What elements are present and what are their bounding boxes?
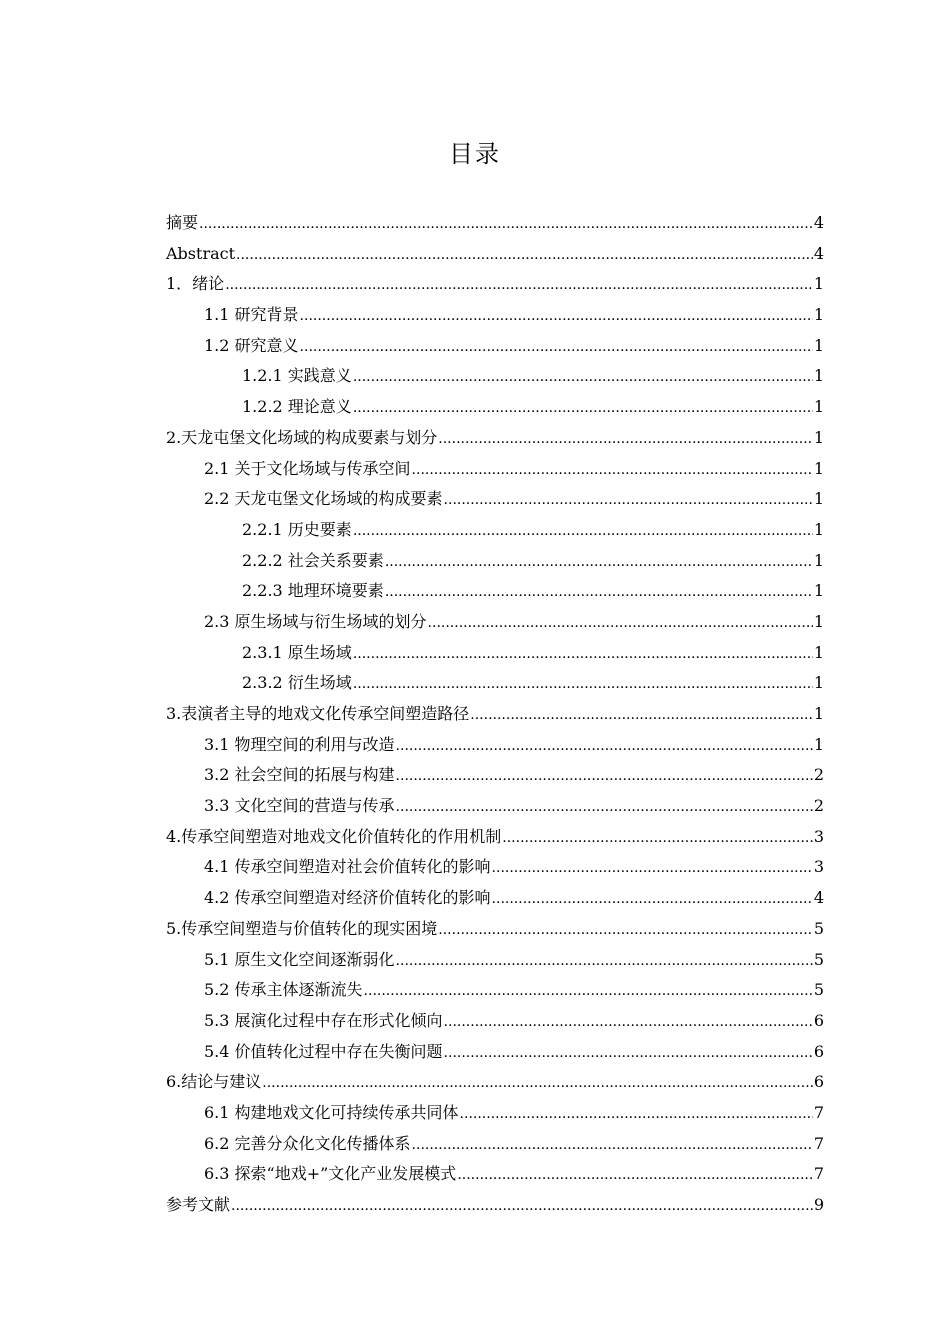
toc-dot-leader xyxy=(353,393,813,424)
toc-entry[interactable] xyxy=(166,760,824,791)
toc-entry[interactable] xyxy=(166,1037,824,1068)
toc-entry-page-number: 1 xyxy=(813,335,824,355)
toc-dot-leader xyxy=(438,915,813,946)
toc-entry-label: 1.2.2 理论意义 xyxy=(242,397,352,417)
toc-entry-page-number: 1 xyxy=(813,458,824,478)
table-of-contents xyxy=(166,208,824,1221)
toc-entry-label: 1.2.1 实践意义 xyxy=(242,366,352,386)
toc-entry-label: 3.表演者主导的地戏文化传承空间塑造路径 xyxy=(166,704,470,723)
toc-dot-leader xyxy=(396,792,813,823)
toc-entry[interactable] xyxy=(166,331,824,362)
toc-entry-page-number: 7 xyxy=(813,1133,824,1153)
toc-entry-page-number: 5 xyxy=(813,980,824,1000)
toc-entry-label: 2.3.2 衍生场域 xyxy=(242,673,352,693)
toc-dot-leader xyxy=(444,485,813,516)
toc-entry-page-number: 1 xyxy=(813,581,824,601)
toc-entry-label: 3.3 文化空间的营造与传承 xyxy=(204,796,395,816)
toc-entry-label: 5.3 展演化过程中存在形式化倾向 xyxy=(204,1010,443,1030)
toc-entry[interactable] xyxy=(166,208,824,239)
toc-entry[interactable] xyxy=(166,699,824,730)
toc-entry-page-number: 3 xyxy=(813,826,824,846)
toc-entry[interactable] xyxy=(166,239,824,270)
toc-dot-leader xyxy=(502,823,813,854)
toc-entry-page-number: 2 xyxy=(813,765,824,785)
toc-entry-label: 2.1 关于文化场域与传承空间 xyxy=(204,458,411,478)
toc-entry[interactable] xyxy=(166,454,824,485)
toc-dot-leader xyxy=(428,608,813,639)
toc-entry[interactable] xyxy=(166,975,824,1006)
toc-entry-page-number: 1 xyxy=(813,673,824,693)
toc-entry-page-number: 6 xyxy=(813,1041,824,1061)
toc-dot-leader xyxy=(385,577,813,608)
toc-dot-leader xyxy=(396,946,813,977)
toc-entry[interactable] xyxy=(166,791,824,822)
toc-entry[interactable] xyxy=(166,1006,824,1037)
toc-entry-page-number: 1 xyxy=(813,642,824,662)
toc-entry-label: Abstract xyxy=(166,243,236,263)
toc-entry-label: 5.4 价值转化过程中存在失衡问题 xyxy=(204,1041,443,1061)
toc-entry-page-number: 5 xyxy=(813,918,824,938)
toc-entry[interactable] xyxy=(166,668,824,699)
toc-entry-label: 2.2.3 地理环境要素 xyxy=(242,581,384,601)
toc-entry[interactable] xyxy=(166,423,824,454)
toc-dot-leader xyxy=(353,362,813,393)
toc-dot-leader xyxy=(353,516,813,547)
toc-entry[interactable] xyxy=(166,883,824,914)
toc-entry-label: 2.2 天龙屯堡文化场域的构成要素 xyxy=(204,489,443,509)
toc-entry-page-number: 1 xyxy=(813,611,824,631)
toc-entry-page-number: 7 xyxy=(813,1164,824,1184)
toc-entry[interactable] xyxy=(166,822,824,853)
toc-entry-page-number: 3 xyxy=(813,857,824,877)
page-title: 目录 xyxy=(449,140,501,168)
toc-entry-label: 6.2 完善分众化文化传播体系 xyxy=(204,1133,411,1153)
toc-entry-page-number: 1 xyxy=(813,274,824,294)
toc-entry-label: 5.1 原生文化空间逐渐弱化 xyxy=(204,949,395,969)
toc-dot-leader xyxy=(199,209,813,240)
toc-entry-page-number: 4 xyxy=(813,888,824,908)
toc-dot-leader xyxy=(396,731,813,762)
toc-entry-page-number: 1 xyxy=(813,305,824,325)
toc-entry[interactable] xyxy=(166,914,824,945)
toc-entry-label: 参考文献 xyxy=(166,1195,231,1214)
toc-entry-page-number: 1 xyxy=(813,550,824,570)
toc-entry-page-number: 1 xyxy=(813,519,824,539)
toc-entry[interactable] xyxy=(166,361,824,392)
toc-entry-page-number: 2 xyxy=(813,796,824,816)
toc-entry[interactable] xyxy=(166,638,824,669)
toc-dot-leader xyxy=(236,240,813,271)
toc-entry-page-number: 6 xyxy=(813,1072,824,1092)
toc-entry-label: 4.传承空间塑造对地戏文化价值转化的作用机制 xyxy=(166,826,502,846)
toc-entry-label: 1．绪论 xyxy=(166,274,225,294)
toc-dot-leader xyxy=(412,455,813,486)
toc-entry[interactable] xyxy=(166,392,824,423)
toc-entry-label: 1.1 研究背景 xyxy=(204,305,299,325)
toc-dot-leader xyxy=(300,301,813,332)
toc-entry-label: 3.2 社会空间的拓展与构建 xyxy=(204,765,395,785)
toc-dot-leader xyxy=(353,639,813,670)
toc-dot-leader xyxy=(225,270,813,301)
toc-entry-label: 摘要 xyxy=(166,213,199,232)
toc-dot-leader xyxy=(444,1038,813,1069)
toc-entry-page-number: 1 xyxy=(813,734,824,754)
toc-entry-label: 2.2.1 历史要素 xyxy=(242,519,352,539)
toc-entry[interactable] xyxy=(166,1067,824,1098)
toc-entry-label: 2.天龙屯堡文化场域的构成要素与划分 xyxy=(166,427,438,447)
toc-entry-page-number: 4 xyxy=(813,213,824,232)
toc-dot-leader xyxy=(444,1007,813,1038)
toc-entry-label: 6.结论与建议 xyxy=(166,1072,262,1092)
toc-entry-page-number: 7 xyxy=(813,1102,824,1122)
toc-entry-label: 1.2 研究意义 xyxy=(204,335,299,355)
toc-dot-leader xyxy=(231,1191,813,1222)
toc-entry-page-number: 1 xyxy=(813,366,824,386)
toc-dot-leader xyxy=(457,1160,813,1191)
toc-dot-leader xyxy=(470,700,813,731)
toc-entry-label: 2.2.2 社会关系要素 xyxy=(242,550,384,570)
toc-entry[interactable] xyxy=(166,1159,824,1190)
toc-entry-label: 2.3 原生场域与衍生场域的划分 xyxy=(204,611,427,631)
toc-entry[interactable] xyxy=(166,484,824,515)
toc-dot-leader xyxy=(412,1130,813,1161)
toc-entry[interactable] xyxy=(166,546,824,577)
toc-entry-label: 2.3.1 原生场域 xyxy=(242,642,352,662)
toc-entry-label: 6.1 构建地戏文化可持续传承共同体 xyxy=(204,1102,459,1122)
toc-entry[interactable] xyxy=(166,1190,824,1221)
toc-entry[interactable] xyxy=(166,1098,824,1129)
toc-entry-page-number: 1 xyxy=(813,397,824,417)
toc-entry[interactable] xyxy=(166,300,824,331)
toc-dot-leader xyxy=(460,1099,813,1130)
toc-entry-label: 5.2 传承主体逐渐流失 xyxy=(204,980,363,1000)
toc-entry-page-number: 5 xyxy=(813,949,824,969)
toc-entry-page-number: 1 xyxy=(813,427,824,447)
toc-entry-label: 3.1 物理空间的利用与改造 xyxy=(204,734,395,754)
toc-dot-leader xyxy=(262,1068,813,1099)
toc-dot-leader xyxy=(300,332,813,363)
toc-entry[interactable] xyxy=(166,1129,824,1160)
toc-entry-label: 5.传承空间塑造与价值转化的现实困境 xyxy=(166,918,438,938)
toc-entry-page-number: 1 xyxy=(813,489,824,509)
toc-entry-page-number: 1 xyxy=(813,704,824,723)
toc-entry-page-number: 6 xyxy=(813,1010,824,1030)
toc-entry-label: 4.2 传承空间塑造对经济价值转化的影响 xyxy=(204,888,491,908)
toc-entry[interactable] xyxy=(166,852,824,883)
toc-entry-label: 6.3 探索“地戏+”文化产业发展模式 xyxy=(204,1164,457,1184)
toc-entry-label: 4.1 传承空间塑造对社会价值转化的影响 xyxy=(204,857,491,877)
toc-entry[interactable] xyxy=(166,269,824,300)
toc-dot-leader xyxy=(396,761,813,792)
toc-entry[interactable] xyxy=(166,515,824,546)
toc-dot-leader xyxy=(364,976,813,1007)
toc-dot-leader xyxy=(438,424,813,455)
toc-dot-leader xyxy=(385,547,813,578)
toc-entry[interactable] xyxy=(166,576,824,607)
toc-entry[interactable] xyxy=(166,730,824,761)
toc-entry[interactable] xyxy=(166,945,824,976)
toc-dot-leader xyxy=(492,884,813,915)
toc-entry-page-number: 9 xyxy=(813,1195,824,1214)
toc-entry[interactable] xyxy=(166,607,824,638)
toc-dot-leader xyxy=(353,669,813,700)
toc-entry-page-number: 4 xyxy=(813,243,824,263)
toc-dot-leader xyxy=(492,853,813,884)
